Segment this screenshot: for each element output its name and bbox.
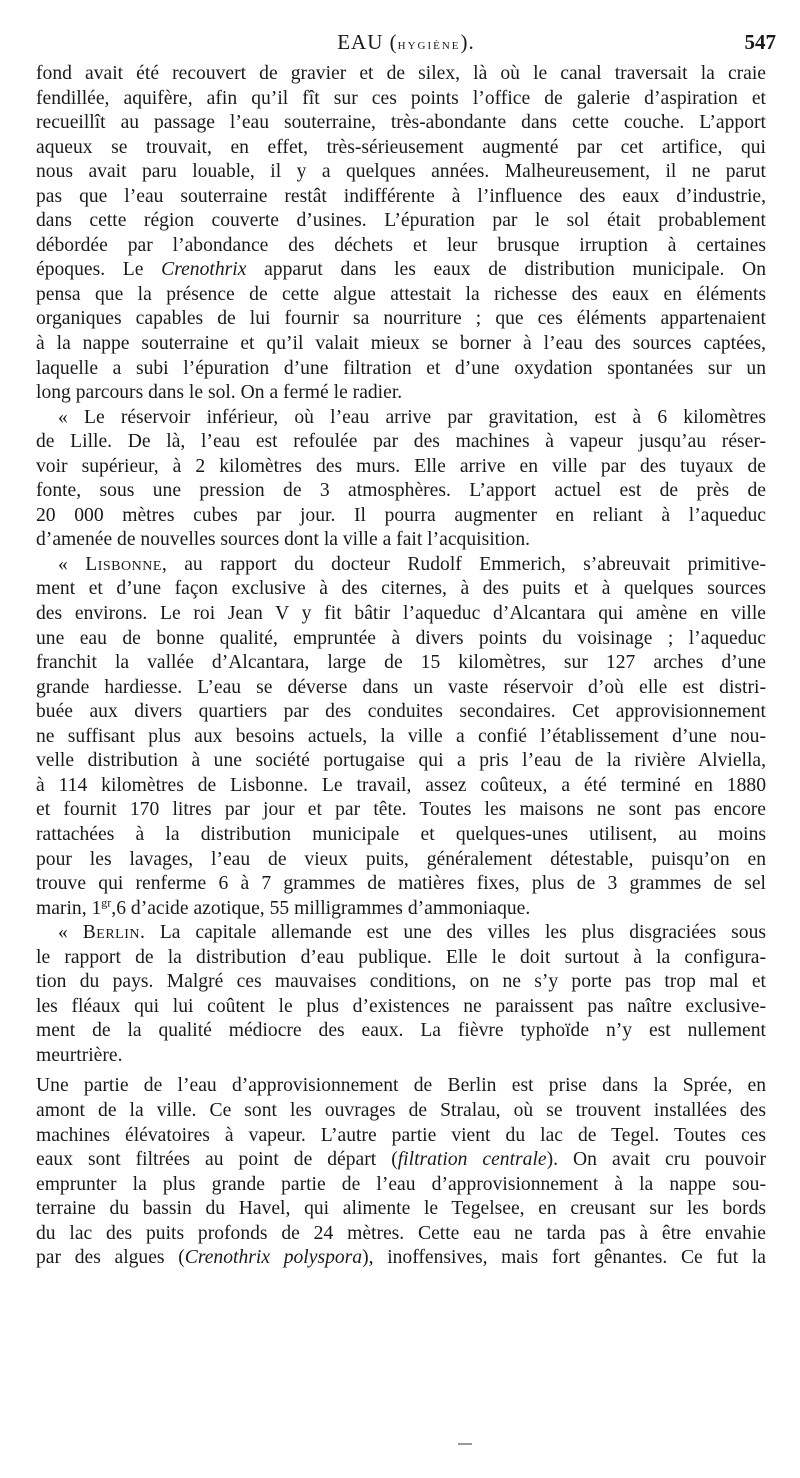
line-text: ment de la qualité médiocre des eaux. La fièvre typhoïde n’y est nullement [36, 1020, 766, 1042]
small-caps-name: Berlin [82, 922, 141, 944]
superscript: gr [101, 896, 112, 910]
line-text: recueillît au passage l’eau souterraine, très-abondante dans cette couche. L’apport [36, 112, 766, 134]
line-text: époques. Le [36, 259, 162, 281]
line-text: ment et d’une façon exclusive à des citernes, à des puits et à quelques sources [36, 578, 766, 600]
text-line [36, 1148, 766, 1173]
text-line [36, 676, 766, 701]
line-text: organiques capables de lui fournir sa nourriture ; que ces éléments appartenaient [36, 308, 766, 330]
text-line [36, 1019, 766, 1044]
running-title [36, 30, 776, 55]
line-text: nous avait paru louable, il y a quelques années. Malheureusement, il ne parut [36, 161, 766, 183]
line-text: Une partie de l’eau d’approvisionnement de Berlin est prise dans la Sprée, en [36, 1075, 766, 1097]
text-line [36, 87, 766, 112]
line-text: franchit la vallée d’Alcantara, large de 15 kilomètres, sur 127 arches d’une [36, 652, 766, 674]
text-line [36, 136, 766, 161]
title-small-caps: hygiène [397, 37, 461, 53]
text-line [36, 798, 766, 823]
text-line [36, 897, 766, 922]
text-line [36, 406, 766, 431]
line-text: pensa que la présence de cette algue attestait la richesse des eaux en éléments [36, 283, 766, 305]
line-text: apparut dans les eaux de distribution municipale. On [246, 259, 766, 281]
text-line [36, 357, 766, 382]
small-caps-name: Lisbonne [85, 553, 162, 575]
line-text: à 114 kilomètres de Lisbonne. Le travail, assez coûteux, a été terminé en 1880 [36, 774, 766, 796]
text-line [36, 1124, 766, 1149]
line-text: les fléaux qui lui coûtent le plus d’existences ne paraissent pas naître exclusive- [36, 995, 766, 1017]
text-line [36, 553, 766, 578]
line-text: ). On avait cru pouvoir [546, 1149, 766, 1171]
line-text: 20 000 mètres cubes par jour. Il pourra augmenter en reliant à l’aqueduc [36, 504, 766, 526]
line-text: ), inoffensives, mais fort gênantes. Ce fut la [362, 1247, 766, 1269]
line-text: débordée par l’abondance des déchets et leur brusque irruption à certaines [36, 234, 766, 256]
title-main: EAU ( [337, 30, 398, 54]
line-text: machines élévatoires à vapeur. L’autre partie vient du lac de Tegel. Toutes ces [36, 1124, 766, 1146]
line-text: pas que l’eau souterraine restât indifférente à l’influence des eaux d’industrie, [36, 185, 766, 207]
line-text: « [58, 922, 83, 944]
text-line [36, 1099, 766, 1124]
line-text: velle distribution à une société portugaise qui a pris l’eau de la rivière Alviella, [36, 750, 766, 772]
text-line [36, 332, 766, 357]
text-line [36, 111, 766, 136]
text-line [36, 1074, 766, 1099]
line-text: pour les lavages, l’eau de vieux puits, généralement détestable, puisqu’on en [36, 848, 766, 870]
text-line [36, 749, 766, 774]
text-line [36, 479, 766, 504]
line-text: meurtrière. [36, 1044, 123, 1066]
line-text: , au rapport du docteur Rudolf Emmerich, s’abreuvait primitive- [161, 553, 766, 575]
text-line [36, 848, 766, 873]
text-line [36, 725, 766, 750]
text-line [36, 700, 766, 725]
body-text [36, 62, 766, 1271]
line-text: du lac des puits profonds de 24 mètres. Cette eau ne tarda pas à être envahie [36, 1222, 766, 1244]
text-line [36, 283, 766, 308]
line-text: long parcours dans le sol. On a fermé le radier. [36, 382, 403, 404]
line-text: rattachées à la distribution municipale et quelques-unes utilisent, au moins [36, 823, 766, 845]
line-text: fendillée, aquifère, afin qu’il fît sur ces points l’office de galerie d’aspiration et [36, 87, 766, 109]
line-text: le rapport de la distribution d’eau publique. Elle le doit surtout à la configura- [36, 946, 766, 968]
line-text: aqueux se trouvait, en effet, très-sérieusement augmenté par cet artifice, qui [36, 136, 766, 158]
line-text: fond avait été recouvert de gravier et de silex, là où le canal traversait la craie [36, 63, 766, 84]
text-line [36, 455, 766, 480]
line-text: des environs. Le roi Jean V y fit bâtir l’aqueduc d’Alcantara qui amène en ville [36, 603, 766, 625]
line-text: et fournit 170 litres par jour et par tête. Toutes les maisons ne sont pas encore [36, 799, 766, 821]
page-number: 547 [744, 30, 776, 54]
line-text: dans cette région couverte d’usines. L’épuration par le sol était probablement [36, 210, 766, 232]
text-line [36, 1197, 766, 1222]
text-line [36, 209, 766, 234]
text-line [36, 823, 766, 848]
text-line [36, 774, 766, 799]
text-line [36, 1044, 766, 1069]
text-line [36, 160, 766, 185]
text-line [36, 627, 766, 652]
line-text: eaux sont filtrées au point de départ ( [36, 1149, 398, 1171]
line-text: fonte, sous une pression de 3 atmosphères. L’apport actuel est de près de [36, 480, 766, 502]
line-text: « [58, 553, 86, 575]
text-line [36, 258, 766, 283]
line-text: ne suffisant plus aux besoins actuels, la ville a confié l’établissement d’une nou- [36, 725, 766, 747]
text-line [36, 1173, 766, 1198]
line-text: d’amenée de nouvelles sources dont la ville a fait l’acquisition. [36, 529, 531, 551]
text-line [36, 1246, 766, 1271]
running-header [36, 28, 776, 56]
footer-mark [458, 1443, 472, 1445]
text-line [36, 504, 766, 529]
italic-text: Crenothrix [161, 259, 247, 281]
line-text: emprunter la plus grande partie de l’eau d’approvisionnement à la nappe sou- [36, 1173, 766, 1195]
text-line [36, 995, 766, 1020]
line-text: ,6 d’acide azotique, 55 milligrammes d’ammoniaque. [111, 897, 531, 919]
line-text: buée aux divers quartiers par des conduites secondaires. Cet approvisionnement [36, 701, 766, 723]
title-end: ). [460, 30, 475, 54]
text-line [36, 946, 766, 971]
text-line [36, 1222, 766, 1247]
line-text: laquelle a subi l’épuration d’une filtration et d’une oxydation spontanées sur un [36, 357, 766, 379]
line-text: à la nappe souterraine et qu’il valait mieux se borner à l’eau des sources captées, [36, 333, 766, 355]
text-line [36, 602, 766, 627]
text-line [36, 921, 766, 946]
line-text: une eau de bonne qualité, empruntée à divers points du voisinage ; l’aqueduc [36, 627, 766, 649]
text-line [36, 62, 766, 87]
text-line [36, 651, 766, 676]
line-text: marin, 1 [36, 897, 102, 919]
line-text: voir supérieur, à 2 kilomètres des murs. Elle arrive en ville par des tuyaux de [36, 455, 766, 477]
line-text: trouve qui renferme 6 à 7 grammes de matières fixes, plus de 3 grammes de sel [36, 873, 766, 895]
text-line [36, 577, 766, 602]
line-text: terraine du bassin du Havel, qui alimente le Tegelsee, en creusant sur les bords [36, 1198, 766, 1220]
text-line [36, 528, 766, 553]
text-line [36, 185, 766, 210]
line-text: par des algues ( [36, 1247, 185, 1269]
line-text: tion du pays. Malgré ces mauvaises conditions, on ne s’y porte pas trop mal et [36, 971, 766, 993]
line-text: . La capitale allemande est une des villes les plus disgraciées sous [140, 922, 766, 944]
line-text: amont de la ville. Ce sont les ouvrages de Stralau, où se trouvent installées des [36, 1099, 766, 1121]
text-line [36, 430, 766, 455]
text-line [36, 234, 766, 259]
line-text: « Le réservoir inférieur, où l’eau arrive par gravitation, est à 6 kilomètres [58, 406, 766, 428]
italic-text: filtration centrale [397, 1149, 547, 1171]
text-line [36, 381, 766, 406]
text-line [36, 307, 766, 332]
text-line [36, 872, 766, 897]
line-text: grande hardiesse. L’eau se déverse dans un vaste réservoir d’où elle est distri- [36, 676, 766, 698]
text-line [36, 970, 766, 995]
italic-text: Crenothrix polyspora [184, 1247, 363, 1269]
line-text: de Lille. De là, l’eau est refoulée par des machines à vapeur jusqu’au réser- [36, 431, 766, 453]
